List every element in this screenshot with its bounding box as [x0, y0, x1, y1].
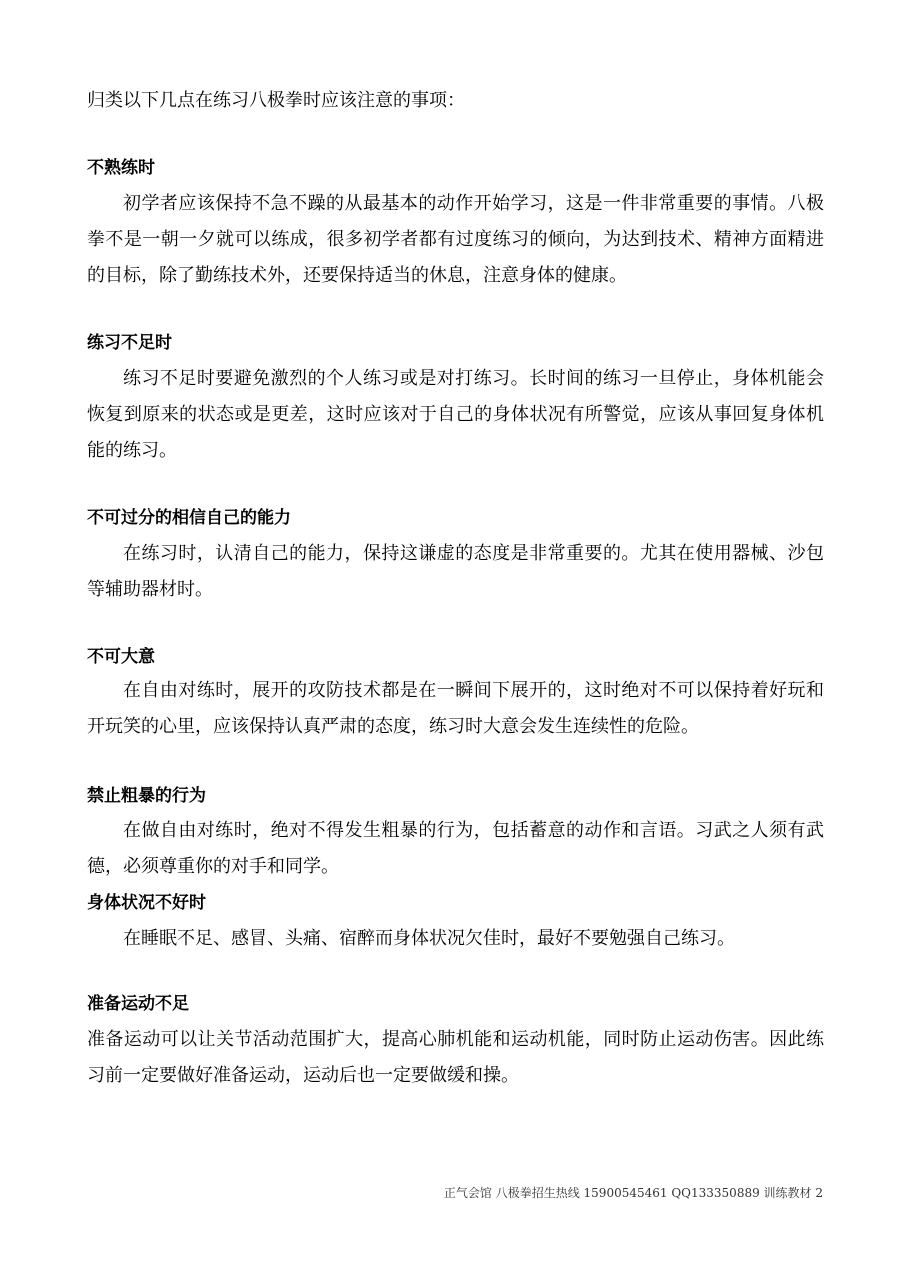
section-body-poor-health: 在睡眠不足、感冒、头痛、宿醉而身体状况欠佳时，最好不要勉强自己练习。	[123, 928, 735, 949]
section-heading-warmup: 准备运动不足	[87, 994, 189, 1014]
section-heading-unskilled: 不熟练时	[87, 158, 155, 178]
section-heading-overconfidence: 不可过分的相信自己的能力	[87, 508, 291, 528]
section-body-rough-behavior: 在做自由对练时，绝对不得发生粗暴的行为，包括蓄意的动作和言语。习武之人须有武德，必须尊重你的对手和同学。	[87, 820, 824, 877]
section-heading-rough-behavior: 禁止粗暴的行为	[87, 786, 206, 806]
intro-text: 归类以下几点在练习八极拳时应该注意的事项：	[87, 90, 465, 111]
section-body-carelessness: 在自由对练时，展开的攻防技术都是在一瞬间下展开的，这时绝对不可以保持着好玩和开玩笑的心里，应该保持认真严肃的态度，练习时大意会发生连续性的危险。	[87, 680, 824, 737]
section-body-overconfidence: 在练习时，认清自己的能力，保持这谦虚的态度是非常重要的。尤其在使用器械、沙包等辅助器材时。	[87, 543, 824, 600]
section-heading-carelessness: 不可大意	[87, 647, 155, 667]
section-body-warmup: 准备运动可以让关节活动范围扩大，提高心肺机能和运动机能，同时防止运动伤害。因此练习前一定要做好准备运动，运动后也一定要做缓和操。	[87, 1029, 824, 1086]
section-body-insufficient-practice: 练习不足时要避免激烈的个人练习或是对打练习。长时间的练习一旦停止，身体机能会恢复到原来的状态或是更差，这时应该对于自己的身体状况有所警觉，应该从事回复身体机能的练习。	[87, 368, 824, 461]
page-footer: 正气会馆 八极拳招生热线 15900545461 QQ133350889 训练教材 2	[443, 1186, 823, 1200]
section-heading-poor-health: 身体状况不好时	[87, 893, 206, 913]
section-heading-insufficient-practice: 练习不足时	[87, 333, 172, 353]
section-body-unskilled: 初学者应该保持不急不躁的从最基本的动作开始学习，这是一件非常重要的事情。八极拳不是一朝一夕就可以练成，很多初学者都有过度练习的倾向，为达到技术、精神方面精进的目标，除了勤练技术外，还要保持适当的休息，注意身体的健康。	[87, 193, 824, 286]
